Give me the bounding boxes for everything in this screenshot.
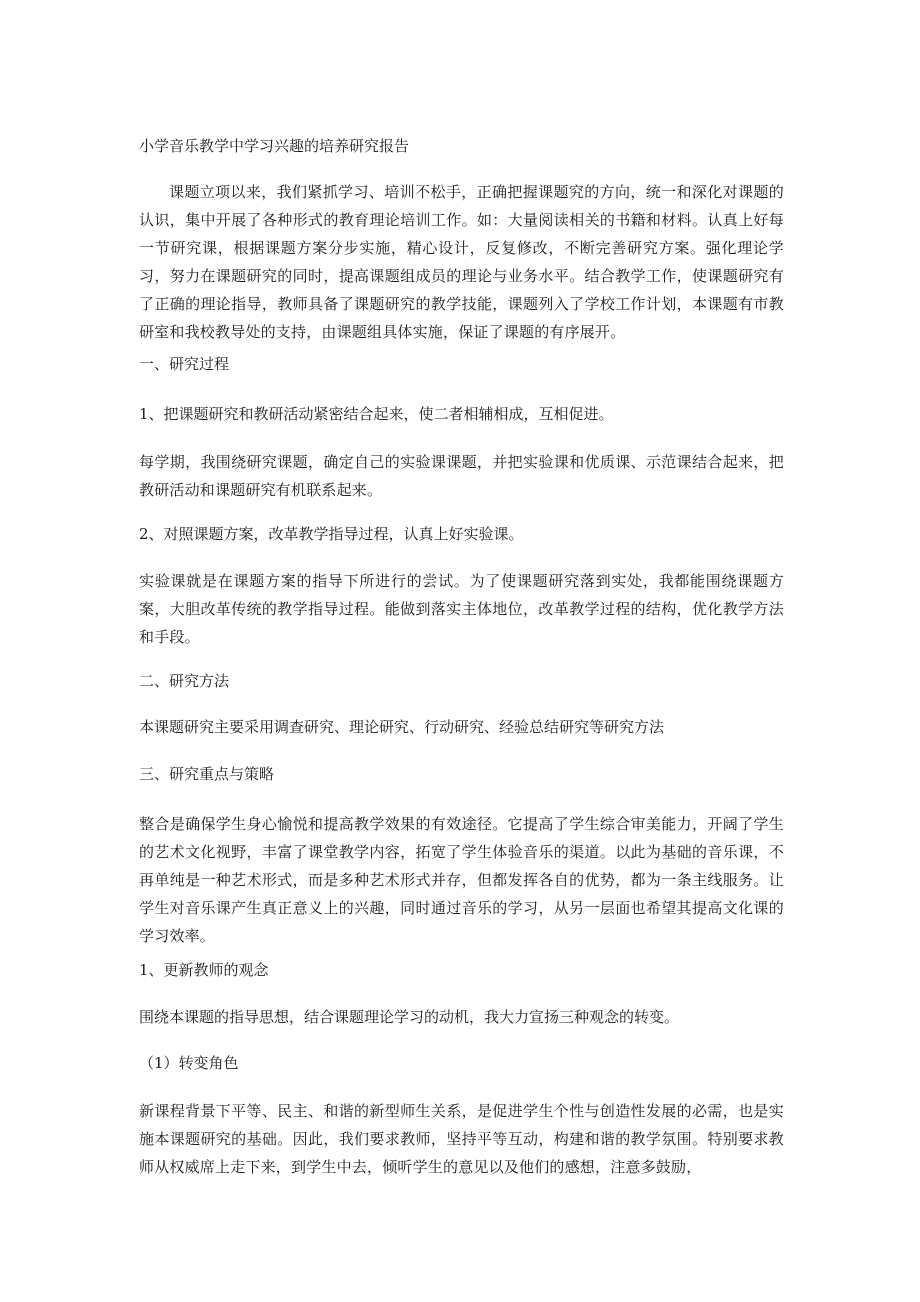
sub1a-paragraph: 新课程背景下平等、民主、和谐的新型师生关系，是促进学生个性与创造性发展的必需，也是实施本课题研究的基础。因此，我们要求教师，坚持平等互动，构建和谐的教学氛围。特别要求教师从权威席上走下来，到学生中去，倾听学生的意见以及他们的感想，注意多鼓励， bbox=[139, 1102, 784, 1176]
sub1-paragraph: 围绕本课题的指导思想，结合课题理论学习的动机，我大力宣扬三种观念的转变。 bbox=[139, 1008, 680, 1026]
section1-heading: 一、研究过程 bbox=[139, 355, 230, 373]
section2-paragraph: 本课题研究主要采用调查研究、理论研究、行动研究、经验总结研究等研究方法 bbox=[139, 718, 665, 736]
item1-heading: 1、把课题研究和教研活动紧密结合起来，使二者相辅相成，互相促进。 bbox=[139, 405, 614, 423]
section2-heading: 二、研究方法 bbox=[139, 672, 230, 690]
intro-paragraph: 课题立项以来，我们紧抓学习、培训不松手，正确把握课题究的方向，统一和深化对课题的认识，集中开展了各种形式的教育理论培训工作。如：大量阅读相关的书籍和材料。认真上好每一节研究课，根据课题方案分步实施，精心设计，反复修改，不断完善研究方案。强化理论学习，努力在课题研究的同时，提高课题组成员的理论与业务水平。结合教学工作，使课题研究有了正确的理论指导，教师具备了课题研究的教学技能，课题列入了学校工作计划，本课题有市教研室和我校教导处的支持，由课题组具体实施，保证了课题的有序展开。 bbox=[139, 183, 784, 341]
sub1a-heading: （1）转变角色 bbox=[139, 1054, 239, 1072]
section3-paragraph: 整合是确保学生身心愉悦和提高教学效果的有效途径。它提高了学生综合审美能力，开阔了学生的艺术文化视野，丰富了课堂教学内容，拓宽了学生体验音乐的渠道。以此为基础的音乐课，不再单纯是一种艺术形式，而是多种艺术形式并存，但都发挥各自的优势，都为一条主线服务。让学生对音乐课产生真正意义上的兴趣，同时通过音乐的学习，从另一层面也希望其提高文化课的学习效率。 bbox=[139, 815, 784, 945]
item2-heading: 2、对照课题方案，改革教学指导过程，认真上好实验课。 bbox=[139, 525, 524, 543]
sub1-heading: 1、更新教师的观念 bbox=[139, 961, 269, 979]
section3-heading: 三、研究重点与策略 bbox=[139, 765, 275, 783]
item1-paragraph: 每学期，我围绕研究课题，确定自己的实验课课题，并把实验课和优质课、示范课结合起来，把教研活动和课题研究有机联系起来。 bbox=[139, 453, 784, 499]
item2-paragraph: 实验课就是在课题方案的指导下所进行的尝试。为了使课题研究落到实处，我都能围绕课题方案，大胆改革传统的教学指导过程。能做到落实主体地位，改革教学过程的结构，优化教学方法和手段。 bbox=[139, 572, 784, 646]
document-title: 小学音乐教学中学习兴趣的培养研究报告 bbox=[139, 137, 410, 155]
